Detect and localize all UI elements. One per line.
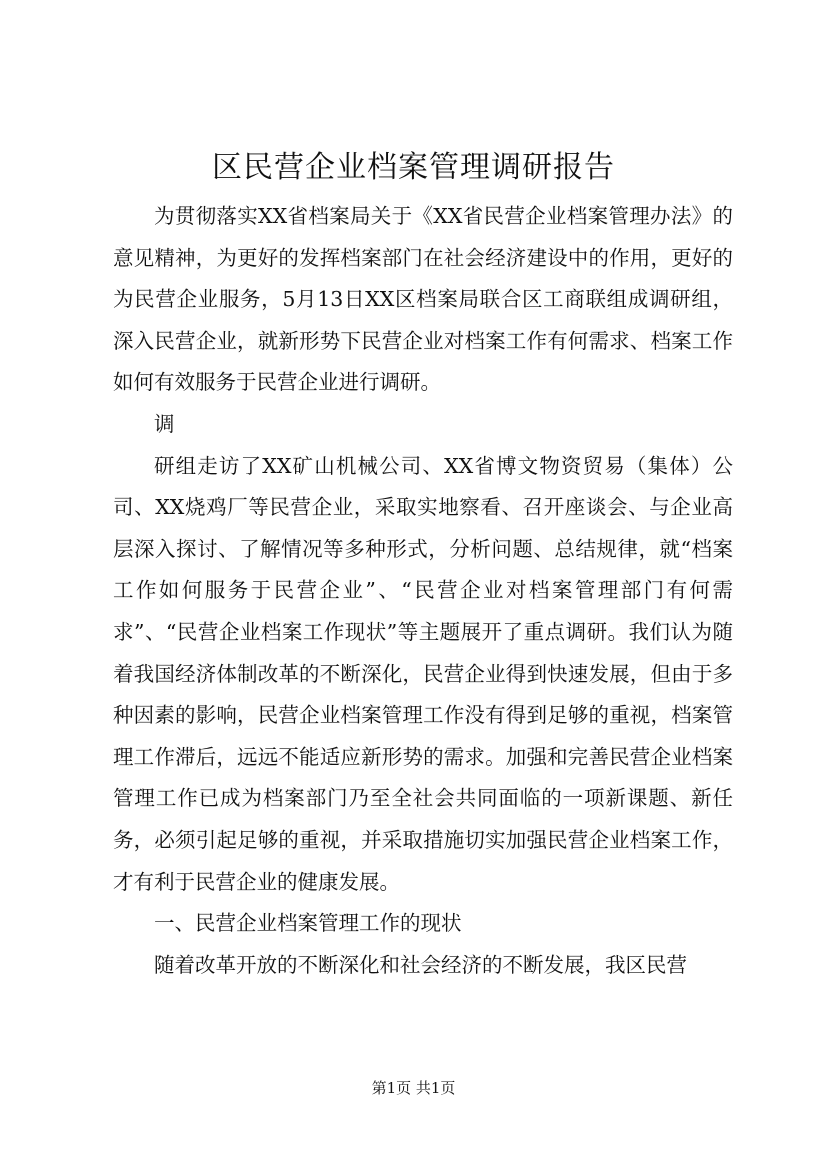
page-footer: 第1页 共1页 [371,1079,456,1097]
paragraph-fragment: 调 [154,411,175,436]
page-title: 区民营企业档案管理调研报告 [212,150,615,185]
paragraph-intro: 为贯彻落实XX省档案局关于《XX省民营企业档案管理办法》的意见精神，为更好的发挥档案部门在社会经济建设中的作用，更好的为民营企业服务，5月13日XX区档案局联合区工商联组成调研组，深入民营企业，就新形势下民营企业对档案工作有何需求、档案工作如何有效服务于民营企业进行调研。 [113,204,733,395]
paragraph-research: 研组走访了XX矿山机械公司、XX省博文物资贸易（集体）公司、XX烧鸡厂等民营企业，采取实地察看、召开座谈会、与企业高层深入探讨、了解情况等多种形式，分析问题、总结规律，就“档案工作如何服务于民营企业”、“民营企业对档案管理部门有何需求”、“民营企业档案工作现状”等主题展开了重点调研。我们认为随着我国经济体制改革的不断深化，民营企业得到快速发展，但由于多种因素的影响，民营企业档案管理工作没有得到足够的重视，档案管理工作滞后，远远不能适应新形势的需求。加强和完善民营企业档案管理工作已成为档案部门乃至全社会共同面临的一项新课题、新任务，必须引起足够的重视，并采取措施切实加强民营企业档案工作，才有利于民营企业的健康发展。 [113,453,733,894]
section-heading: 一、民营企业档案管理工作的现状 [154,911,462,936]
paragraph-status: 随着改革开放的不断深化和社会经济的不断发展，我区民营 [154,952,687,977]
document-body [113,196,733,986]
